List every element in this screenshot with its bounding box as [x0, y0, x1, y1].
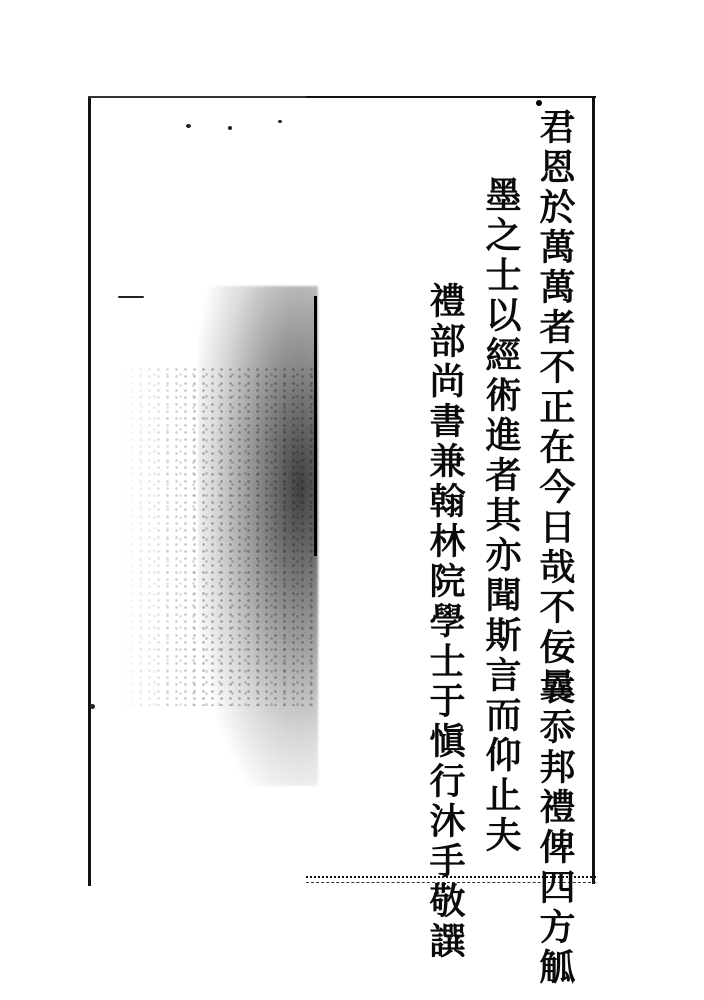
left-border-line	[88, 96, 91, 886]
ink-speck	[228, 126, 232, 130]
ink-smudge	[118, 296, 144, 298]
gutter-shadow	[198, 286, 318, 786]
bullet-mark	[536, 100, 542, 106]
ink-speck	[186, 124, 191, 128]
text-column-2: 墨之士以經術進者其亦聞斯言而仰止夫	[480, 176, 522, 856]
left-page-edge	[88, 96, 316, 886]
frame-right-rule	[592, 96, 595, 884]
frame-top-rule	[306, 96, 596, 98]
text-column-1: 君恩於萬萬者不正在今日哉不佞曩忝邦禮俾四方觚	[534, 108, 576, 988]
text-column-3-signature: 禮部尚書兼翰林院學士于愼行沐手敬譔	[424, 282, 466, 962]
left-top-rule	[88, 96, 308, 98]
ink-speck	[90, 704, 95, 709]
ink-speck	[278, 120, 282, 123]
